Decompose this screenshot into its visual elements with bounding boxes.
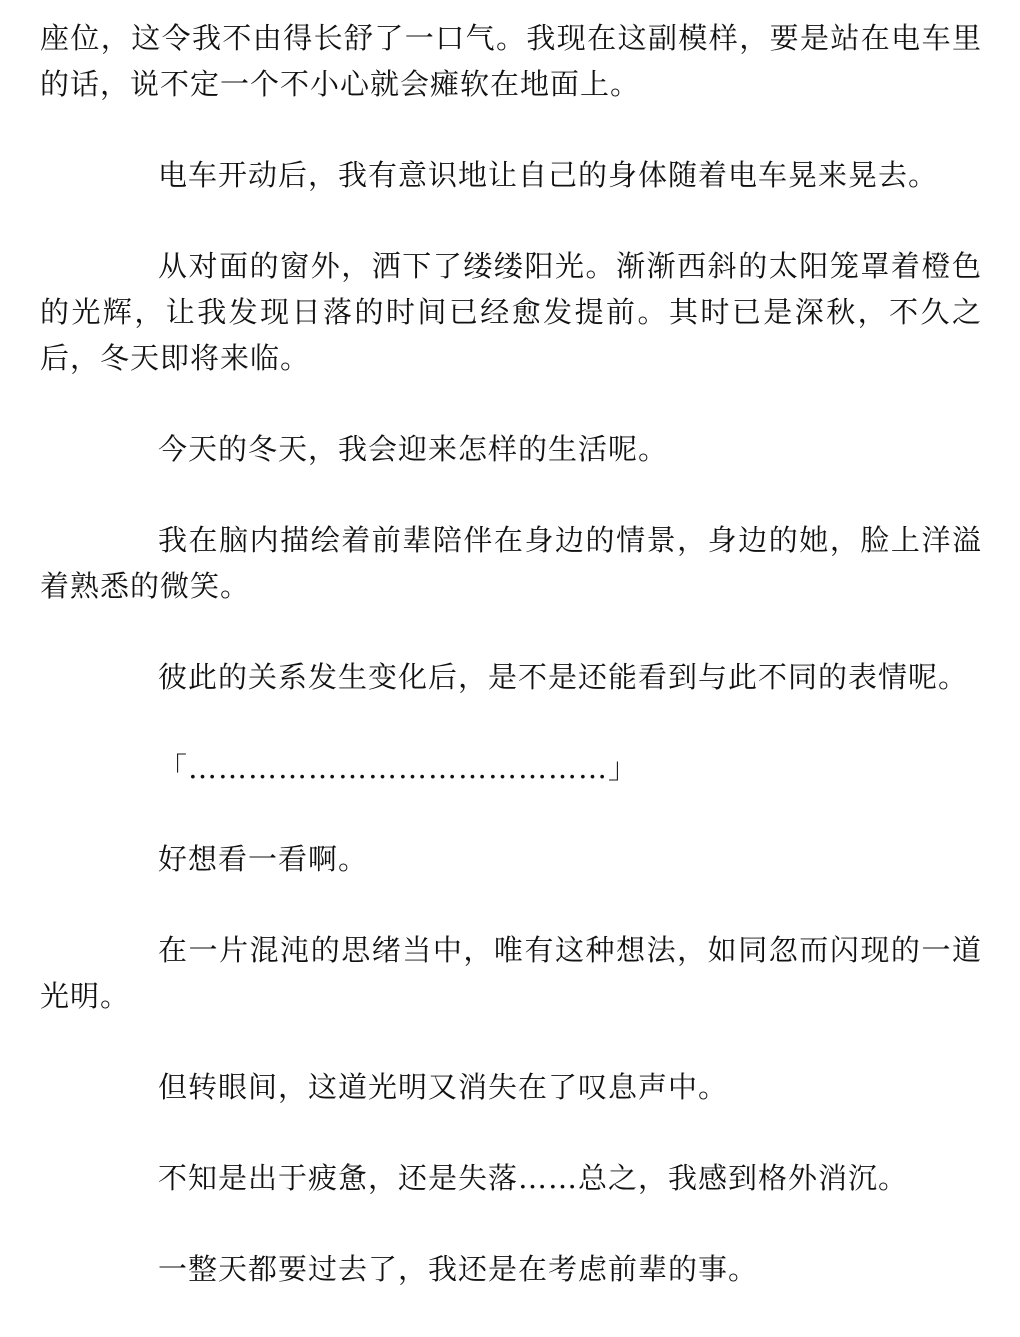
paragraph-6: 彼此的关系发生变化后，是不是还能看到与此不同的表情呢。: [158, 660, 969, 694]
paragraph-7: 「……………………………………」: [158, 751, 639, 785]
paragraph-2: 电车开动后，我有意识地让自己的身体随着电车晃来晃去。: [158, 158, 939, 192]
paragraph-1: 座位，这令我不由得长舒了一口气。我现在这副模样，要是站在电车里的话，说不定一个不小心就会瘫软在地面上。: [40, 21, 982, 101]
paragraph-10: 但转眼间，这道光明又消失在了叹息声中。: [158, 1070, 729, 1104]
paragraph-11: 不知是出于疲惫，还是失落……总之，我感到格外消沉。: [158, 1161, 909, 1195]
paragraph-8: 好想看一看啊。: [158, 842, 369, 876]
paragraph-12: 一整天都要过去了，我还是在考虑前辈的事。: [158, 1252, 759, 1286]
document-page: [40, 15, 982, 1337]
paragraph-3: 从对面的窗外，洒下了缕缕阳光。渐渐西斜的太阳笼罩着橙色的光辉，让我发现日落的时间已经愈发提前。其时已是深秋，不久之后，冬天即将来临。: [40, 249, 982, 375]
paragraph-5: 我在脑内描绘着前辈陪伴在身边的情景，身边的她，脸上洋溢着熟悉的微笑。: [40, 523, 982, 603]
paragraph-9: 在一片混沌的思绪当中，唯有这种想法，如同忽而闪现的一道光明。: [40, 933, 982, 1013]
paragraph-4: 今天的冬天，我会迎来怎样的生活呢。: [158, 432, 669, 466]
